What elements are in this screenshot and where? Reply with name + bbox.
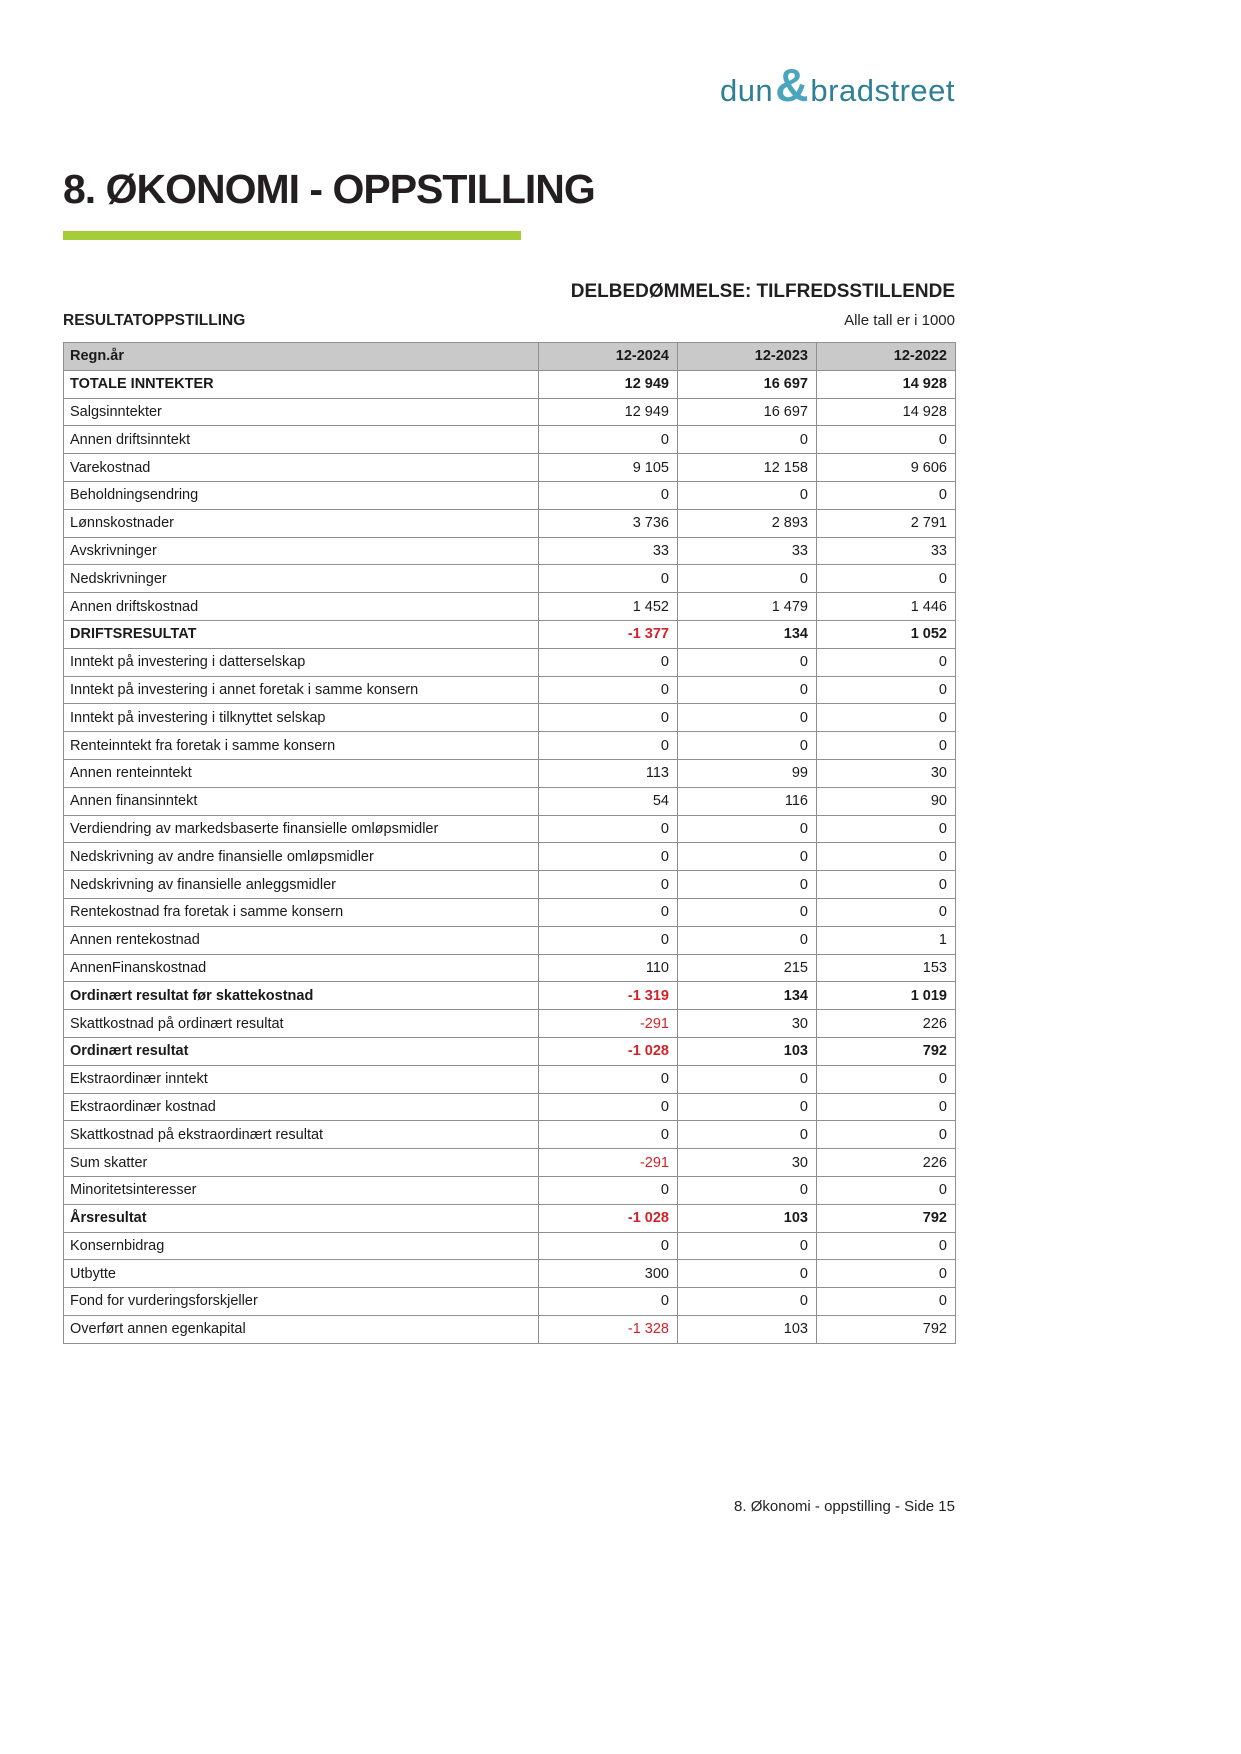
row-value: 0 <box>817 815 956 843</box>
row-value: 0 <box>678 565 817 593</box>
row-label: AnnenFinanskostnad <box>64 954 539 982</box>
table-row <box>64 398 956 426</box>
row-value: 9 606 <box>817 454 956 482</box>
row-value: 0 <box>678 1176 817 1204</box>
row-value: 14 928 <box>817 398 956 426</box>
row-value: 0 <box>817 843 956 871</box>
row-label: DRIFTSRESULTAT <box>64 620 539 648</box>
table-row <box>64 732 956 760</box>
table-row <box>64 1260 956 1288</box>
table-row <box>64 1010 956 1038</box>
row-value: 0 <box>678 1288 817 1316</box>
row-label: Annen driftsinntekt <box>64 426 539 454</box>
row-label: Inntekt på investering i annet foretak i samme konsern <box>64 676 539 704</box>
row-value: 110 <box>539 954 678 982</box>
row-value: 0 <box>678 481 817 509</box>
row-value: 0 <box>539 1176 678 1204</box>
row-value: 792 <box>817 1315 956 1343</box>
table-row <box>64 954 956 982</box>
section-title: RESULTATOPPSTILLING <box>63 312 246 329</box>
table-row <box>64 898 956 926</box>
row-value: 0 <box>678 1065 817 1093</box>
row-value: 3 736 <box>539 509 678 537</box>
header-col-2022: 12-2022 <box>817 343 956 371</box>
table-row <box>64 676 956 704</box>
row-label: Inntekt på investering i datterselskap <box>64 648 539 676</box>
row-value: 0 <box>817 1065 956 1093</box>
row-value: 113 <box>539 759 678 787</box>
table-row <box>64 815 956 843</box>
table-row <box>64 537 956 565</box>
row-value: 300 <box>539 1260 678 1288</box>
table-body <box>64 370 956 1343</box>
table-row <box>64 620 956 648</box>
row-value: 90 <box>817 787 956 815</box>
table-row <box>64 871 956 899</box>
row-value: 103 <box>678 1315 817 1343</box>
header-col-2023: 12-2023 <box>678 343 817 371</box>
row-label: Annen driftskostnad <box>64 593 539 621</box>
row-label: Ordinært resultat før skattekostnad <box>64 982 539 1010</box>
row-value: 0 <box>539 704 678 732</box>
row-value: 0 <box>817 481 956 509</box>
row-value: 30 <box>817 759 956 787</box>
row-value: 0 <box>817 898 956 926</box>
row-value: 0 <box>678 426 817 454</box>
row-value: -1 377 <box>539 620 678 648</box>
row-value: 33 <box>539 537 678 565</box>
row-label: Nedskrivninger <box>64 565 539 593</box>
row-value: 0 <box>539 1288 678 1316</box>
row-label: Utbytte <box>64 1260 539 1288</box>
row-value: 1 052 <box>817 620 956 648</box>
row-value: 0 <box>539 1232 678 1260</box>
table-row <box>64 926 956 954</box>
row-label: Nedskrivning av andre finansielle omløpsmidler <box>64 843 539 871</box>
row-label: Ordinært resultat <box>64 1037 539 1065</box>
row-value: 0 <box>539 1093 678 1121</box>
row-value: 0 <box>817 1288 956 1316</box>
row-value: 12 949 <box>539 370 678 398</box>
row-label: Annen finansinntekt <box>64 787 539 815</box>
table-row <box>64 1288 956 1316</box>
row-value: 16 697 <box>678 398 817 426</box>
row-label: Verdiendring av markedsbaserte finansielle omløpsmidler <box>64 815 539 843</box>
table-row <box>64 704 956 732</box>
row-value: 2 791 <box>817 509 956 537</box>
row-label: Lønnskostnader <box>64 509 539 537</box>
row-value: -1 319 <box>539 982 678 1010</box>
dun-bradstreet-logo <box>719 59 955 111</box>
table-row <box>64 593 956 621</box>
row-value: 0 <box>539 871 678 899</box>
row-value: 33 <box>678 537 817 565</box>
row-label: Årsresultat <box>64 1204 539 1232</box>
row-value: 0 <box>678 1232 817 1260</box>
row-value: 792 <box>817 1204 956 1232</box>
row-value: 0 <box>817 732 956 760</box>
row-value: 0 <box>678 704 817 732</box>
table-row <box>64 843 956 871</box>
row-label: Minoritetsinteresser <box>64 1176 539 1204</box>
row-value: 16 697 <box>678 370 817 398</box>
row-label: Nedskrivning av finansielle anleggsmidler <box>64 871 539 899</box>
row-value: 0 <box>678 676 817 704</box>
row-label: Ekstraordinær kostnad <box>64 1093 539 1121</box>
row-label: Renteinntekt fra foretak i samme konsern <box>64 732 539 760</box>
row-value: -1 028 <box>539 1037 678 1065</box>
row-label: Ekstraordinær inntekt <box>64 1065 539 1093</box>
row-value: 103 <box>678 1037 817 1065</box>
row-label: Annen rentekostnad <box>64 926 539 954</box>
row-value: 0 <box>678 898 817 926</box>
row-value: 226 <box>817 1149 956 1177</box>
table-row <box>64 481 956 509</box>
row-value: -291 <box>539 1010 678 1038</box>
row-value: 12 949 <box>539 398 678 426</box>
row-value: 2 893 <box>678 509 817 537</box>
table-row <box>64 648 956 676</box>
assessment-text: DELBEDØMMELSE: TILFREDSSTILLENDE <box>570 281 955 302</box>
table-row <box>64 982 956 1010</box>
row-value: 215 <box>678 954 817 982</box>
row-value: 0 <box>539 732 678 760</box>
row-value: 1 479 <box>678 593 817 621</box>
row-label: Avskrivninger <box>64 537 539 565</box>
row-value: 0 <box>817 676 956 704</box>
row-value: 0 <box>817 648 956 676</box>
table-row <box>64 1037 956 1065</box>
header-col-2024: 12-2024 <box>539 343 678 371</box>
page-title: 8. ØKONOMI - OPPSTILLING <box>63 166 595 212</box>
row-label: Varekostnad <box>64 454 539 482</box>
row-value: 0 <box>817 871 956 899</box>
row-value: 0 <box>678 843 817 871</box>
row-value: 0 <box>539 1065 678 1093</box>
row-value: 0 <box>539 926 678 954</box>
row-label: Overført annen egenkapital <box>64 1315 539 1343</box>
row-label: Annen renteinntekt <box>64 759 539 787</box>
row-value: 0 <box>678 871 817 899</box>
table-row <box>64 426 956 454</box>
row-label: Beholdningsendring <box>64 481 539 509</box>
row-value: 0 <box>539 565 678 593</box>
row-value: -1 328 <box>539 1315 678 1343</box>
row-value: 0 <box>817 1260 956 1288</box>
units-note: Alle tall er i 1000 <box>844 312 955 329</box>
row-value: 0 <box>539 426 678 454</box>
row-value: 9 105 <box>539 454 678 482</box>
row-value: 0 <box>817 1093 956 1121</box>
row-value: 0 <box>678 732 817 760</box>
table-row <box>64 1149 956 1177</box>
row-value: 0 <box>678 648 817 676</box>
table-row <box>64 1176 956 1204</box>
row-value: 0 <box>539 676 678 704</box>
table-row <box>64 1121 956 1149</box>
table-row <box>64 370 956 398</box>
logo-word-dun: dun <box>719 73 774 108</box>
row-label: Konsernbidrag <box>64 1232 539 1260</box>
row-label: Rentekostnad fra foretak i samme konsern <box>64 898 539 926</box>
header-regnar: Regn.år <box>64 343 539 371</box>
row-value: 0 <box>817 1176 956 1204</box>
row-value: -1 028 <box>539 1204 678 1232</box>
row-value: 0 <box>817 704 956 732</box>
table-row <box>64 1204 956 1232</box>
row-value: 0 <box>678 1093 817 1121</box>
row-value: 0 <box>678 926 817 954</box>
row-value: 30 <box>678 1010 817 1038</box>
row-value: 0 <box>539 815 678 843</box>
row-value: 0 <box>678 1121 817 1149</box>
row-value: 1 <box>817 926 956 954</box>
row-value: 153 <box>817 954 956 982</box>
table-row <box>64 759 956 787</box>
row-label: Skattkostnad på ekstraordinært resultat <box>64 1121 539 1149</box>
row-value: 0 <box>539 843 678 871</box>
row-value: 99 <box>678 759 817 787</box>
row-value: 14 928 <box>817 370 956 398</box>
ampersand-icon: & <box>775 59 809 111</box>
row-value: 0 <box>817 565 956 593</box>
table-row <box>64 1065 956 1093</box>
row-value: 134 <box>678 982 817 1010</box>
row-value: 1 446 <box>817 593 956 621</box>
row-label: Sum skatter <box>64 1149 539 1177</box>
result-statement-table-wrap <box>63 342 955 1344</box>
row-value: 103 <box>678 1204 817 1232</box>
row-label: TOTALE INNTEKTER <box>64 370 539 398</box>
row-label: Inntekt på investering i tilknyttet selskap <box>64 704 539 732</box>
row-value: 12 158 <box>678 454 817 482</box>
row-label: Salgsinntekter <box>64 398 539 426</box>
table-row <box>64 1093 956 1121</box>
row-value: 1 019 <box>817 982 956 1010</box>
title-accent-bar <box>63 231 521 240</box>
table-row <box>64 509 956 537</box>
row-value: 0 <box>817 1232 956 1260</box>
row-value: 0 <box>539 648 678 676</box>
row-value: 30 <box>678 1149 817 1177</box>
row-value: 134 <box>678 620 817 648</box>
row-value: -291 <box>539 1149 678 1177</box>
row-value: 116 <box>678 787 817 815</box>
table-row <box>64 1315 956 1343</box>
row-value: 226 <box>817 1010 956 1038</box>
table-subheader <box>63 312 955 330</box>
row-value: 0 <box>817 426 956 454</box>
row-value: 54 <box>539 787 678 815</box>
logo-word-bradstreet: bradstreet <box>810 73 955 108</box>
row-value: 0 <box>539 898 678 926</box>
table-row <box>64 454 956 482</box>
table-row <box>64 1232 956 1260</box>
row-value: 1 452 <box>539 593 678 621</box>
table-row <box>64 787 956 815</box>
row-value: 0 <box>678 1260 817 1288</box>
row-value: 33 <box>817 537 956 565</box>
row-value: 0 <box>539 481 678 509</box>
row-value: 0 <box>817 1121 956 1149</box>
table-row <box>64 565 956 593</box>
table-header-row <box>64 343 956 371</box>
row-value: 0 <box>678 815 817 843</box>
row-label: Fond for vurderingsforskjeller <box>64 1288 539 1316</box>
row-value: 792 <box>817 1037 956 1065</box>
row-value: 0 <box>539 1121 678 1149</box>
result-statement-table <box>63 342 956 1344</box>
row-label: Skattkostnad på ordinært resultat <box>64 1010 539 1038</box>
page-footer: 8. Økonomi - oppstilling - Side 15 <box>734 1498 955 1515</box>
